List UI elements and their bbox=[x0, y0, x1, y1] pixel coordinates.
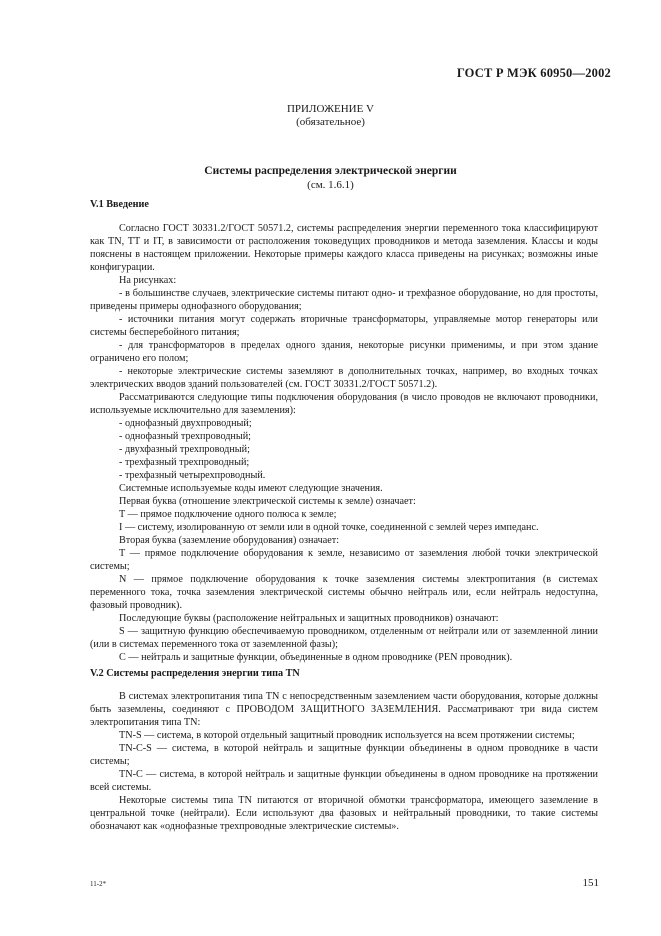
list-item: - двухфазный трехпроводный; bbox=[119, 444, 250, 455]
section-heading: V.2 Системы распределения энергии типа TN bbox=[90, 668, 300, 679]
list-item: - трехфазный четырехпроводный. bbox=[119, 470, 266, 481]
paragraph: Рассматриваются следующие типы подключения оборудования (в число проводов не включают проводники, используемые исключительно для заземления): bbox=[90, 392, 598, 416]
list-item: - в большинстве случаев, электрические системы питают одно- и трехфазное оборудование, но для простоты, приведены примеры однофазного оборудования; bbox=[90, 288, 598, 312]
paragraph: Некоторые системы типа TN питаются от вторичной обмотки трансформатора, имеющего заземление в центральной точке (нейтрали). Если используют два фазовых и нейтральный проводники, то такие системы обозначают как «однофазные трехпроводные электрические системы». bbox=[90, 795, 598, 832]
paragraph: Первая буква (отношение электрической системы к земле) означает: bbox=[119, 496, 416, 507]
code-definition: TN-C — система, в которой нейтраль и защитные функции объединены в одном проводнике на протяжении всей системы. bbox=[90, 769, 598, 793]
code-definition: I — систему, изолированную от земли или в одной точке, соединенной с землей через импеданс. bbox=[119, 522, 539, 533]
appendix-heading bbox=[0, 103, 661, 129]
section-heading: V.1 Введение bbox=[90, 199, 149, 210]
page-number: 151 bbox=[582, 877, 599, 889]
code-definition: T — прямое подключение одного полюса к земле; bbox=[119, 509, 337, 520]
document-number: ГОСТ Р МЭК 60950—2002 bbox=[456, 66, 611, 80]
code-definition: C — нейтраль и защитные функции, объединенные в одном проводнике (PEN проводник). bbox=[119, 652, 513, 663]
list-item: - для трансформаторов в пределах одного здания, некоторые рисунки применимы, и при этом здание ограничено его полом; bbox=[90, 340, 598, 364]
code-definition: TN-C-S — система, в которой нейтраль и защитные функции объединены в одном проводнике в части системы; bbox=[90, 743, 598, 767]
paragraph: Согласно ГОСТ 30331.2/ГОСТ 50571.2, системы распределения энергии переменного тока классифицируют как TN, TT и IT, в зависимости от расположения токоведущих проводников и метода заземления. Классы и коды пояснены в настоящем приложении. Некоторые примеры каждого класса приведены на рисунках; возможны иные конфигурации. bbox=[90, 223, 598, 273]
appendix-status: (обязательное) bbox=[296, 116, 365, 128]
code-definition: S — защитную функцию обеспечиваемую проводником, отделенным от нейтрали или от заземленной линии (или в системах переменного тока от заземленной фазы); bbox=[90, 626, 598, 650]
list-item: - трехфазный трехпроводный; bbox=[119, 457, 250, 468]
list-item: - источники питания могут содержать вторичные трансформаторы, управляемые мотор генераторы или системы бесперебойного питания; bbox=[90, 314, 598, 338]
appendix-title bbox=[0, 164, 661, 192]
code-definition: T — прямое подключение оборудования к земле, независимо от заземления любой точки электрической системы; bbox=[90, 548, 598, 572]
list-item: - однофазный двухпроводный; bbox=[119, 418, 252, 429]
code-definition: N — прямое подключение оборудования к точке заземления системы электропитания (в системах переменного тока, точка заземления электрической системы обычно нейтраль или, если нейтраль недоступна, фазовый проводник). bbox=[90, 574, 598, 611]
paragraph: Вторая буква (заземление оборудования) означает: bbox=[119, 535, 340, 546]
paragraph: На рисунках: bbox=[119, 275, 177, 286]
paragraph: В системах электропитания типа TN с непосредственным заземлением части оборудования, которые должны быть заземлены, соединяют с ПРОВОДОМ ЗАЩИТНОГО ЗАЗЕМЛЕНИЯ. Рассматривают три вида систем электропитания типа TN: bbox=[90, 691, 598, 728]
paragraph: Системные используемые коды имеют следующие значения. bbox=[119, 483, 383, 494]
list-item: - однофазный трехпроводный; bbox=[119, 431, 252, 442]
list-item: - некоторые электрические системы заземляют в дополнительных точках, например, во входных точках электрических вводов зданий пользователей (см. ГОСТ 30331.2/ГОСТ 50571.2). bbox=[90, 366, 598, 390]
title-main: Системы распределения электрической энергии bbox=[204, 165, 457, 177]
body-text bbox=[90, 198, 598, 833]
paragraph: Последующие буквы (расположение нейтральных и защитных проводников) означают: bbox=[119, 613, 499, 624]
appendix-label: ПРИЛОЖЕНИЕ V bbox=[286, 103, 374, 115]
sheet-mark: 11-2* bbox=[90, 880, 107, 888]
title-reference: (см. 1.6.1) bbox=[307, 179, 354, 191]
code-definition: TN-S — система, в которой отдельный защитный проводник используется на всем протяжении системы; bbox=[119, 730, 575, 741]
